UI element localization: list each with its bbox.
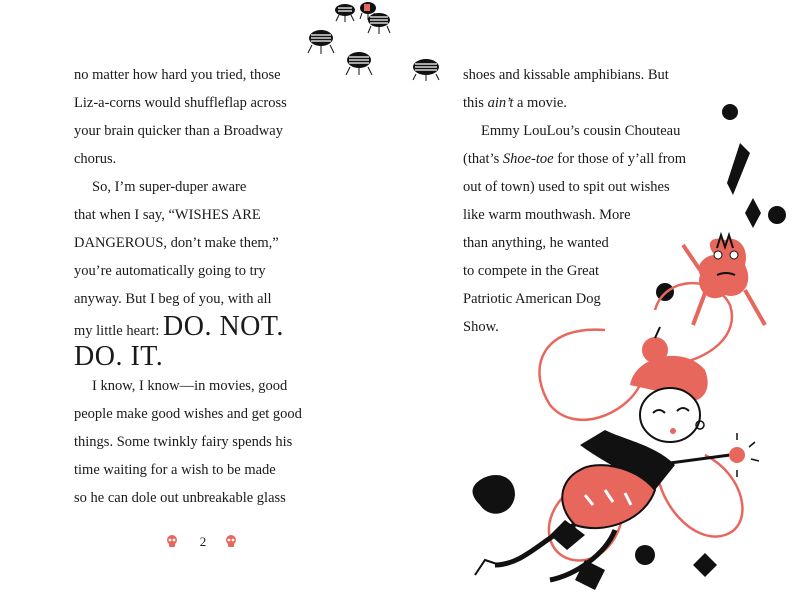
bugs-illustration (300, 0, 460, 90)
text-line-with-emphasis (74, 313, 339, 341)
skull-ornament-icon (166, 535, 178, 548)
text-line: that when I say, “WISHES ARE (74, 207, 261, 223)
fairy-head (630, 356, 708, 442)
text-line: chorus. (74, 151, 117, 167)
text-line: to compete in the Great (463, 263, 600, 279)
ink-dot (768, 206, 786, 224)
text-line: shoes and kissable amphibians. But (463, 67, 669, 83)
ink-diamond (693, 553, 717, 577)
page-number: 2 (199, 534, 207, 549)
text-line: so he can dole out unbreakable glass (74, 490, 286, 506)
text-line: your brain quicker than a Broadway (74, 123, 283, 139)
text-line: I know, I know—in movies, good (92, 378, 288, 394)
big-emphasis-text: DO. NOT. (163, 311, 284, 342)
text-line: anyway. But I beg of you, with all (74, 291, 272, 307)
bug-icon (346, 52, 372, 75)
text-line: Patriotic American Dog (463, 291, 601, 307)
italic-text: Shoe-toe (502, 151, 554, 167)
bug-icon (413, 59, 439, 81)
text-line: things. Some twinkly fairy spends his (74, 434, 293, 450)
bug-icon (308, 30, 334, 54)
left-page-text (74, 61, 339, 512)
frog-illustration (683, 235, 765, 325)
italic-text: ain’t (487, 95, 514, 111)
text-line: out of town) used to spit out wishes (463, 179, 670, 195)
text-line: than anything, he wanted (463, 235, 609, 251)
text-fragment: my little heart: (74, 323, 163, 339)
bug-icon (335, 4, 355, 22)
text-line: people make good wishes and get good (74, 406, 302, 422)
text-fragment: for those of y’all from (553, 151, 687, 167)
big-emphasis-text: DO. IT. (74, 341, 164, 372)
bug-icon (368, 13, 390, 34)
fairy-frog-illustration (455, 95, 790, 600)
skull-ornament-icon (225, 535, 237, 548)
text-fragment: a movie. (513, 95, 567, 111)
ink-diamond (745, 198, 761, 228)
text-line: no matter how hard you tried, those (74, 67, 281, 83)
ink-blob (473, 475, 516, 514)
text-line: Emmy LouLou’s cousin Chouteau (481, 123, 681, 139)
text-fragment: this (463, 95, 488, 111)
text-line: time waiting for a wish to be made (74, 462, 276, 478)
ink-dot (722, 104, 738, 120)
ink-shard (727, 143, 750, 195)
text-line: like warm mouthwash. More (463, 207, 631, 223)
text-line: Liz-a-corns would shuffleflap across (74, 95, 287, 111)
text-line: DANGEROUS, don’t make them,” (74, 235, 279, 251)
ink-dot (635, 545, 655, 565)
text-line: Show. (463, 319, 499, 335)
text-line: you’re automatically going to try (74, 263, 266, 279)
page-folio (163, 534, 243, 552)
text-line: So, I’m super-duper aware (92, 179, 247, 195)
text-fragment: (that’s (463, 151, 503, 167)
ink-shard (575, 560, 605, 590)
